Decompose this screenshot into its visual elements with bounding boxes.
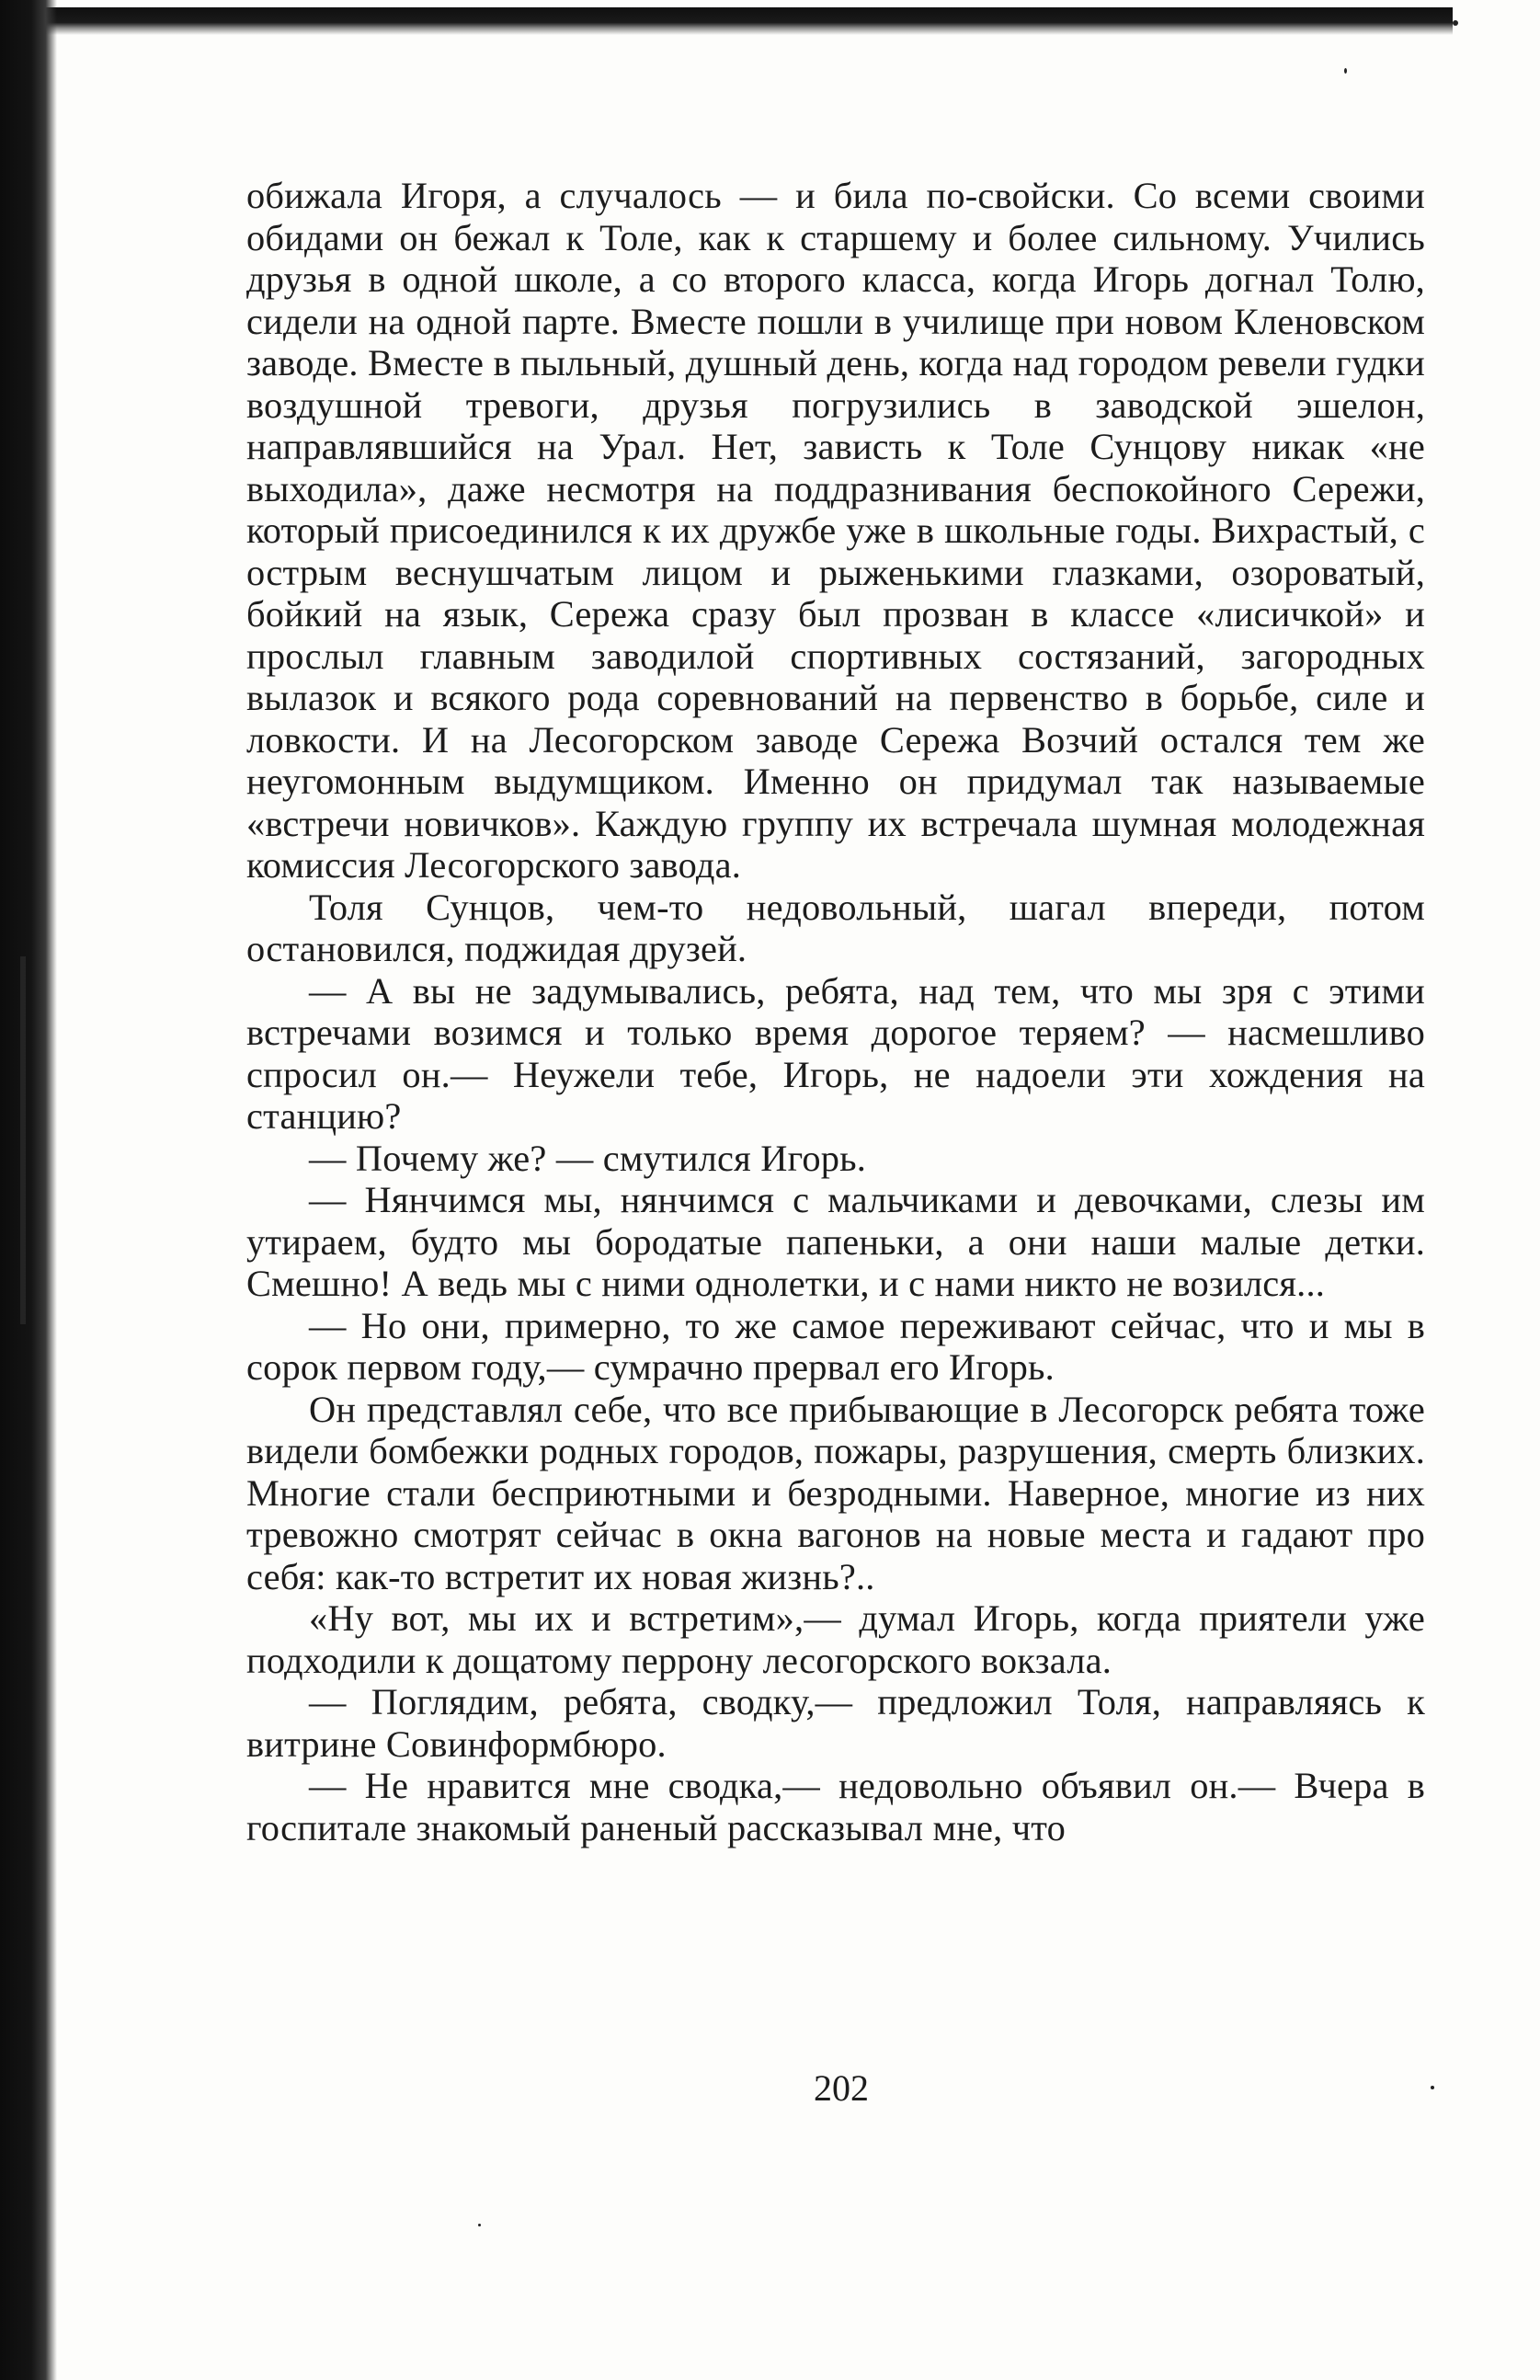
- paragraph: Толя Сунцов, чем-то недовольный, шагал впереди, потом остановился, поджидая друзей.: [246, 886, 1425, 969]
- paragraph: «Ну вот, мы их и встретим»,— думал Игорь, когда приятели уже подходили к дощатому перрону лесогорского вокзала.: [246, 1597, 1425, 1681]
- dust-speck: [1344, 68, 1347, 74]
- dialogue-line: — Почему же? — смутился Игорь.: [309, 1137, 867, 1179]
- dialogue-line: — Не нравится мне сводка,— недовольно объявил он.— Вчера в госпитале знакомый раненый рассказывал мне, что: [246, 1765, 1425, 1848]
- dialogue-line: — Но они, примерно, то же самое переживают сейчас, что и мы в сорок первом году,— сумрачно прервал его Игорь.: [246, 1304, 1425, 1388]
- dialogue-line: — Нянчимся мы, нянчимся с мальчиками и девочками, слезы им утираем, будто мы бородатые папеньки, а они наши малые детки. Смешно! А ведь мы с ними однолетки, и с нами никто не возился...: [246, 1179, 1425, 1304]
- body-text: [246, 175, 1425, 1848]
- paragraph: Он представлял себе, что все прибывающие в Лесогорск ребята тоже видели бомбежки родных городов, пожары, разрушения, смерть близких. Многие стали бесприютными и безродными. Наверное, многие из них тревожно смотрят сейчас в окна вагонов на новые места и гадают про себя: как-то встретит их новая жизнь?..: [246, 1388, 1425, 1597]
- dialogue-line: — Поглядим, ребята, сводку,— предложил Толя, направляясь к витрине Совинформбюро.: [246, 1681, 1425, 1765]
- dust-speck: [478, 2224, 481, 2226]
- scan-left-edge-shadow: [0, 0, 57, 2380]
- page-number: 202: [814, 2067, 869, 2109]
- scan-edge-highlight: [20, 956, 26, 1324]
- paragraph: обижала Игоря, а случалось — и била по-свойски. Со всеми своими обидами он бежал к Толе, как к старшему и более сильному. Учились друзья в одной школе, а со второго класса, когда Игорь догнал Толю, сидели на одной парте. Вместе пошли в училище при новом Кленовском заводе. Вместе в пыльный, душный день, когда над городом ревели гудки воздушной тревоги, друзья погрузились в заводской эшелон, направлявшийся на Урал. Нет, зависть к Толе Сунцову никак «не выходила», даже несмотря на поддразнивания беспокойного Сережи, который присоединился к их дружбе уже в школьные годы. Вихрастый, с острым веснушчатым лицом и рыженькими глазками, озороватый, бойкий на язык, Сережа сразу был прозван в классе «лисичкой» и прослыл главным заводилой спортивных состязаний, загородных вылазок и всякого рода соревнований на первенство в борьбе, силе и ловкости. И на Лесогорском заводе Сережа Возчий остался тем же неугомонным выдумщиком. Именно он придумал так называемые «встречи новичков». Каждую группу их встречала шумная молодежная комиссия Лесогорского завода.: [246, 175, 1425, 886]
- dust-speck: [1453, 20, 1458, 26]
- dialogue-line: — А вы не задумывались, ребята, над тем, что мы зря с этими встречами возимся и только время дорогое теряем? — насмешливо спросил он.— Неужели тебе, Игорь, не надоели эти хождения на станцию?: [246, 969, 1425, 1137]
- scan-top-edge-shadow: [0, 7, 1453, 35]
